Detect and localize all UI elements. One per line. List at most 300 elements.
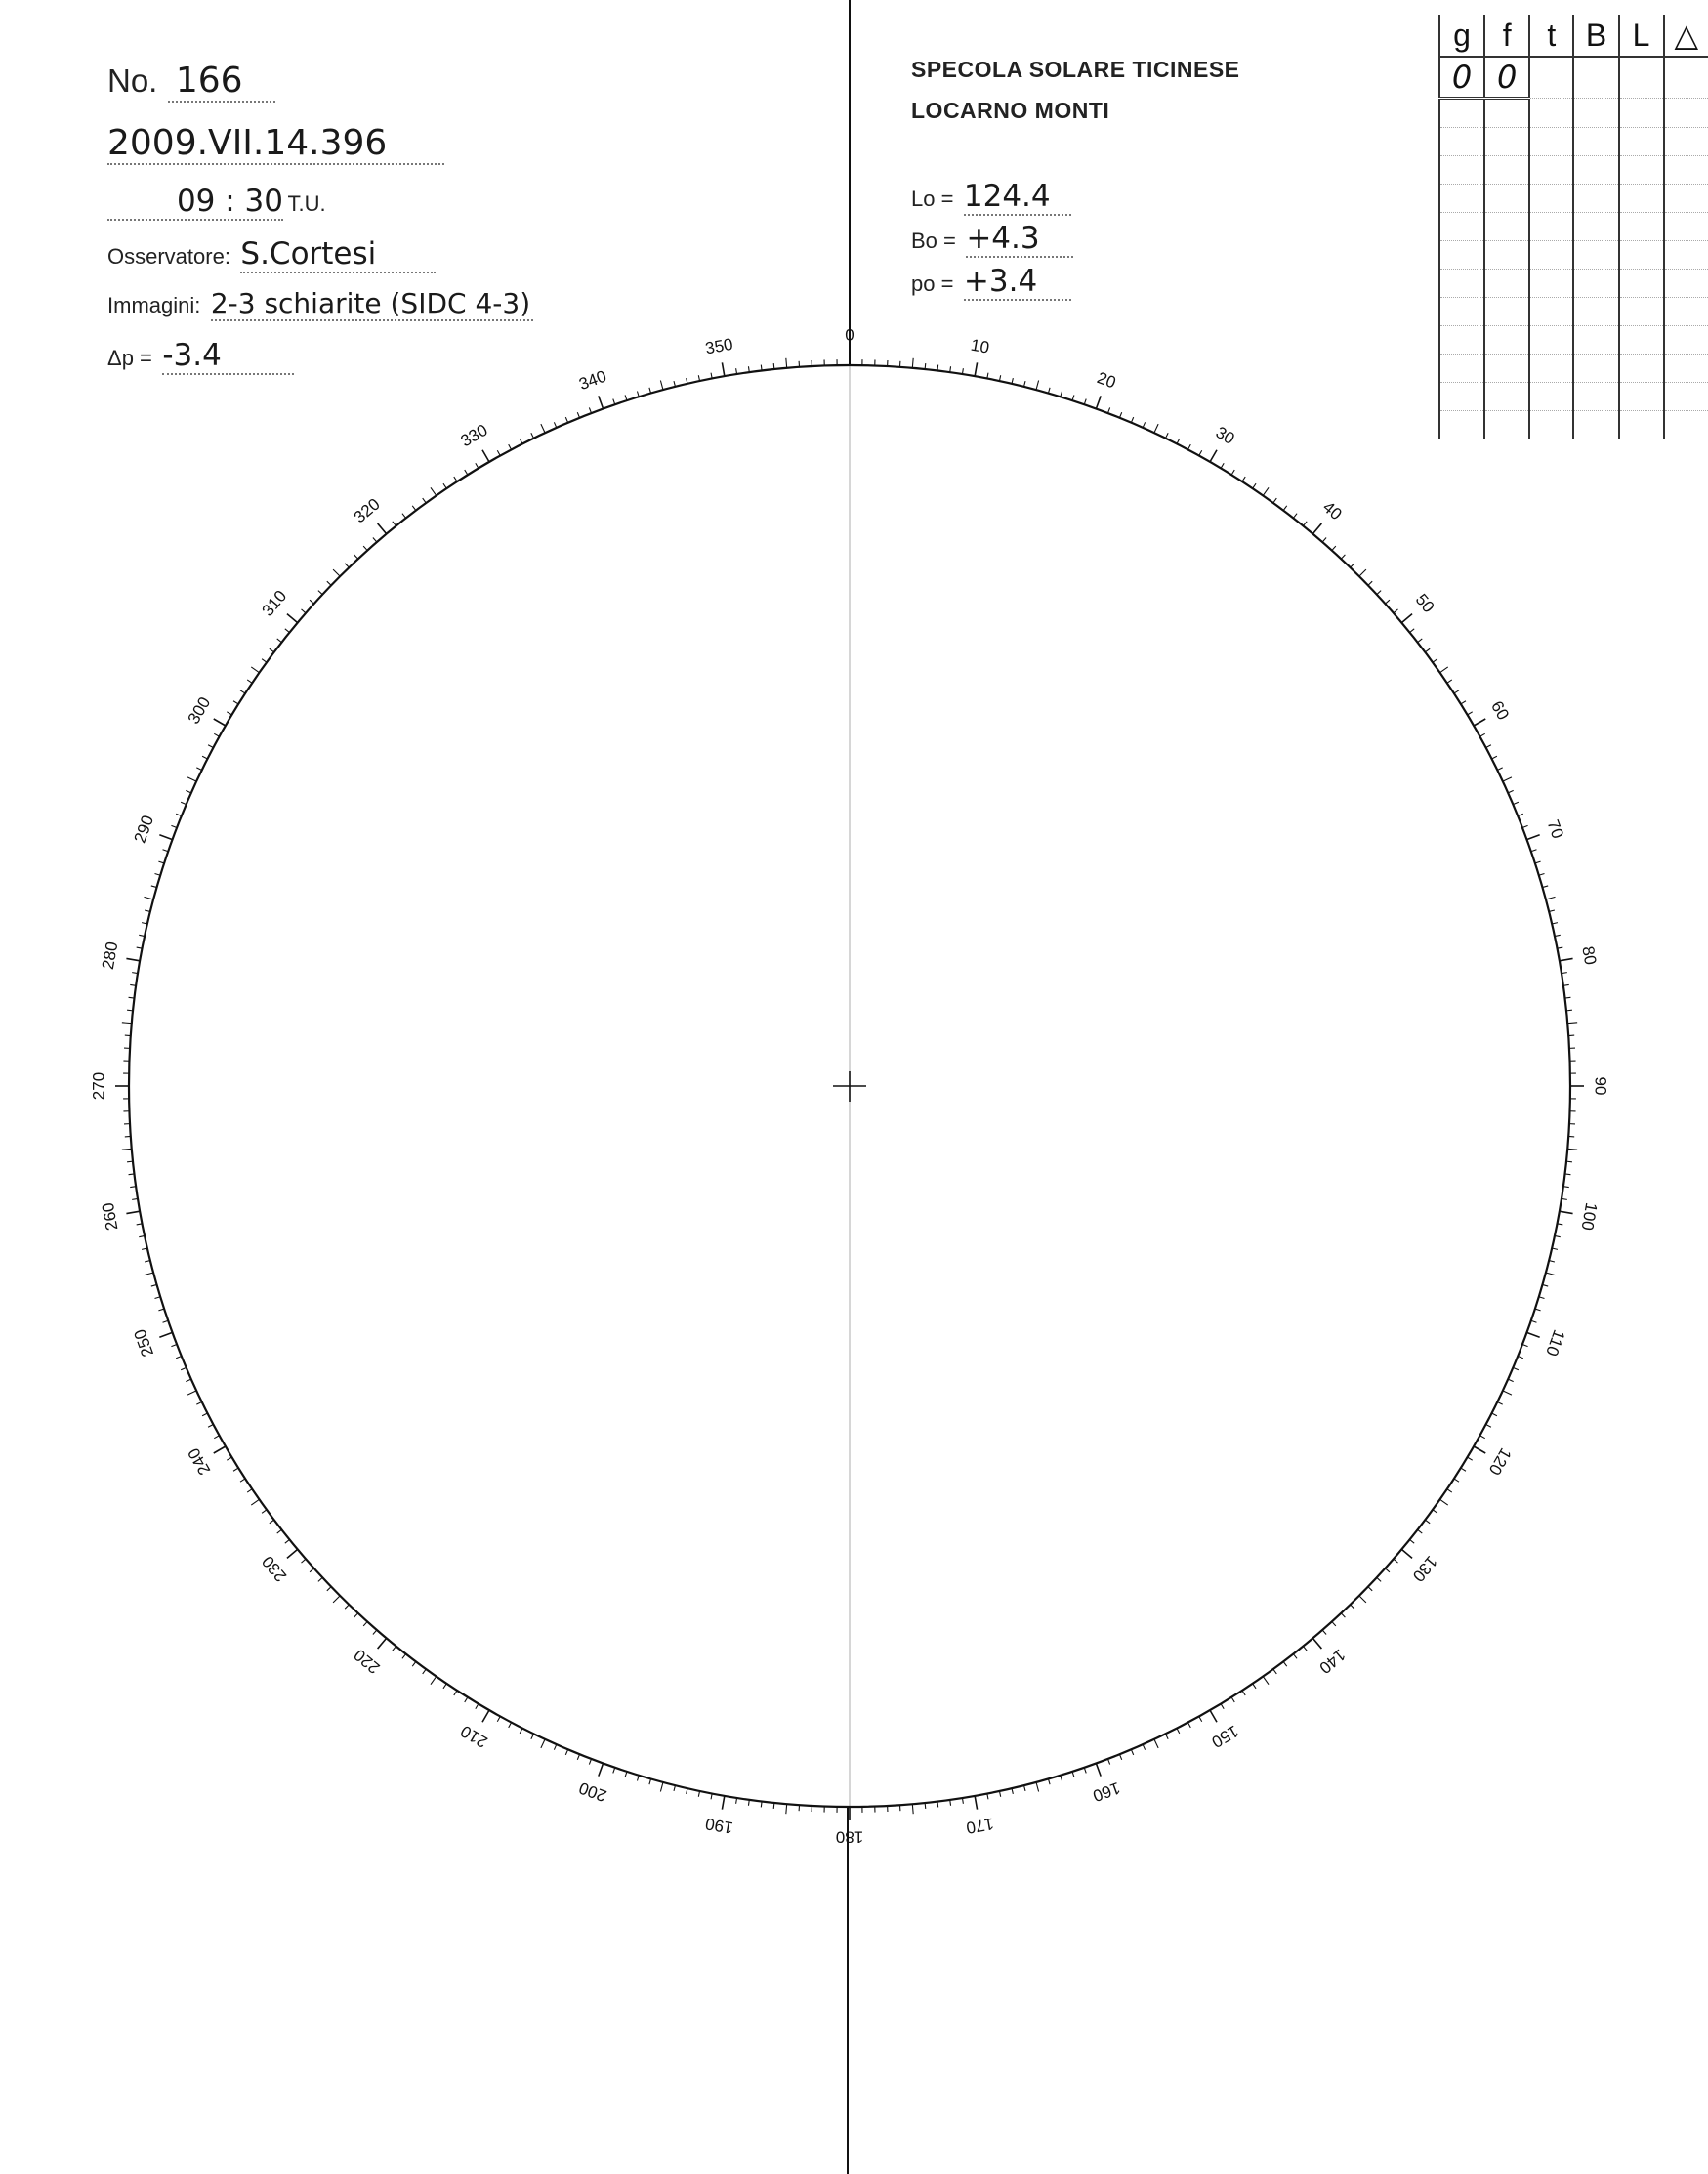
scale-tick [196,768,201,771]
scale-tick [1131,1749,1133,1755]
scale-label: 320 [350,494,384,527]
table-cell [1573,270,1618,298]
table-cell [1439,298,1484,326]
scale-tick [1474,719,1485,726]
form-delta-p [107,338,294,375]
table-row [1439,185,1708,213]
delta-p-label: Δp = [107,346,152,370]
form-images [107,287,533,321]
scale-tick [1166,1734,1169,1738]
table-cell [1619,99,1664,128]
scale-label: 260 [98,1200,122,1233]
scale-tick [393,522,396,526]
scale-tick [497,1716,500,1721]
table-cell [1529,128,1573,156]
scale-tick [251,1499,259,1505]
table-cell [1664,99,1708,128]
scale-tick [509,444,512,449]
scale-tick [233,1468,238,1471]
scale-tick [402,1654,406,1659]
institution-location: LOCARNO MONTI [911,98,1110,123]
scale-tick [412,1661,416,1666]
scale-tick [937,1802,938,1808]
table-cell [1484,241,1529,270]
scale-label: 280 [98,940,122,972]
table-cell [1484,383,1529,411]
scale-tick [1394,1559,1398,1563]
scale-tick [1461,701,1466,704]
table-cell [1573,355,1618,383]
scale-label: 250 [130,1326,158,1359]
scale-tick [1385,600,1389,604]
scale-tick [554,1744,556,1749]
scale-tick [589,407,591,413]
table-cell [1484,326,1529,355]
scale-tick [1293,514,1297,519]
scale-tick [1447,1489,1452,1492]
table-cell [1529,213,1573,241]
table-cell [1573,185,1618,213]
table-cell [1664,241,1708,270]
scale-label: 140 [1315,1645,1350,1678]
scale-label: 160 [1090,1777,1123,1806]
scale-tick [1293,1654,1297,1659]
scale-tick [1273,498,1277,503]
scale-tick [1096,396,1101,408]
scale-tick [1492,1413,1497,1416]
scale-tick [1454,690,1459,693]
scale-label: 30 [1212,423,1238,448]
scale-tick [373,1630,377,1635]
scale-tick [144,897,153,899]
table-cell-g: 0 [1439,57,1484,99]
table-cell [1573,213,1618,241]
scale-tick [208,1424,213,1427]
scale-tick [127,1010,133,1011]
scale-label: 230 [258,1552,291,1586]
scale-tick [1036,1782,1039,1792]
scale-tick [1303,522,1307,526]
table-cell [1529,185,1573,213]
scale-tick [1154,1739,1158,1748]
scale-tick [287,614,298,623]
scale-tick [541,424,545,433]
scale-tick [1359,569,1366,576]
scale-tick [1566,1010,1572,1011]
scale-tick [214,1436,219,1439]
scale-tick [454,477,457,481]
scale-tick [277,639,282,643]
scale-tick [1084,399,1086,405]
table-cell [1664,383,1708,411]
table-cell [1573,326,1618,355]
scale-tick [412,506,416,511]
scale-tick [1143,1744,1145,1749]
scale-tick [1468,712,1473,715]
scale-tick [1522,825,1528,827]
scale-tick [333,569,340,576]
scale-tick [285,1539,290,1543]
scale-tick [577,1754,579,1760]
scale-tick [214,1446,226,1453]
scale-tick [345,564,349,567]
delta-p-value: -3.4 [162,338,222,373]
scale-tick [1440,1499,1448,1505]
scale-tick [975,1796,977,1810]
scale-tick [937,365,938,371]
scale-tick [476,1704,479,1709]
scale-tick [354,555,358,559]
ephemeris-p0-label: po = [911,272,954,296]
scale-tick [1332,546,1336,550]
form-date [107,123,444,165]
scale-tick [1503,777,1512,781]
scale-tick [786,358,787,368]
scale-label: 300 [184,693,215,728]
table-cell [1484,156,1529,185]
scale-tick [565,417,567,423]
scale-tick [1486,745,1491,748]
table-cell [1664,156,1708,185]
scale-tick [1107,407,1109,413]
scale-tick [482,1710,489,1722]
scale-tick [1024,381,1025,387]
scale-label: 40 [1318,497,1346,524]
scale-tick [1567,1149,1577,1150]
table-cell [1619,355,1664,383]
scale-tick [187,777,196,781]
table-header-row [1439,15,1708,57]
scale-tick [786,1804,787,1814]
scale-label: 310 [258,586,291,620]
scale-tick [912,358,913,368]
table-cell [1529,355,1573,383]
table-cell [1619,241,1664,270]
scale-tick [270,648,274,652]
scale-tick [1418,1529,1423,1533]
scale-tick [1359,1596,1366,1603]
table-cell [1529,326,1573,355]
scale-tick [975,362,977,376]
table-row [1439,57,1708,99]
scale-tick [327,1587,331,1591]
table-cell [1664,128,1708,156]
scale-tick [227,712,231,715]
ephemeris-l0-label: Lo = [911,187,954,211]
scale-tick [1546,1273,1556,1275]
scale-tick [1221,463,1224,468]
scale-tick [1565,997,1571,998]
table-row [1439,383,1708,411]
scale-tick [1394,609,1398,613]
scale-tick [1253,483,1256,488]
scale-label: 330 [457,420,491,451]
scale-tick [277,1529,282,1533]
table-cell [1439,213,1484,241]
scale-tick [443,1684,446,1689]
images-dotted-line [211,287,533,321]
scale-tick [1012,1788,1013,1794]
delta-p-dotted-line [162,338,294,375]
table-cell [1439,128,1484,156]
table-row [1439,99,1708,128]
scale-tick [171,825,177,827]
scale-tick [240,690,245,693]
scale-tick [327,581,331,585]
table-cell [1439,156,1484,185]
scale-tick [509,1723,512,1728]
scale-tick [1401,614,1412,623]
scale-tick [1410,1539,1415,1543]
table-cell [1664,411,1708,439]
scale-tick [187,1391,196,1395]
ephemeris-l0-value: 124.4 [963,179,1051,214]
scale-tick [402,514,406,519]
scale-tick [1084,1768,1086,1774]
scale-label: 220 [350,1645,384,1678]
table-cell [1439,185,1484,213]
table-cell [1484,298,1529,326]
observer-dotted-line [240,236,436,273]
scale-tick [423,498,427,503]
scale-tick [1166,433,1169,438]
scale-tick [1273,1669,1277,1674]
scale-tick [625,395,627,400]
scale-tick [214,733,219,736]
table-cell [1529,241,1573,270]
scale-label: 0 [845,325,854,345]
scale-tick [363,1621,367,1625]
scale-tick [554,422,556,427]
scale-tick [345,1605,349,1609]
scale-tick [127,1161,133,1162]
scale-tick [1341,555,1345,559]
table-cell [1664,185,1708,213]
scale-tick [333,1596,340,1603]
scale-tick [1560,1211,1573,1213]
scale-tick [1072,1772,1074,1777]
scale-tick [142,923,147,924]
scale-tick [1253,1684,1256,1689]
table-header-l: L [1619,15,1664,57]
scale-tick [925,363,926,369]
scale-tick [1522,1344,1528,1346]
scale-tick [310,1568,313,1572]
form-number [107,61,275,103]
scale-tick [126,958,140,960]
scale-tick [163,850,169,852]
scale-tick [1410,629,1415,633]
scale-tick [1024,1785,1025,1791]
scale-tick [431,1677,437,1685]
scale-tick [251,667,259,673]
scale-tick [599,1763,604,1776]
table-header-triangle: △ [1664,15,1708,57]
scale-tick [158,1309,164,1311]
scale-tick [1036,380,1039,390]
table-cell [1529,411,1573,439]
observer-value: S.Cortesi [240,236,377,272]
scale-tick [227,1457,231,1460]
table-cell-b [1573,57,1618,99]
scale-label: 130 [1408,1552,1441,1586]
table-cell [1573,128,1618,156]
scale-tick [1242,477,1245,481]
ephemeris-b0-value: +4.3 [966,221,1040,256]
scale-tick [262,1510,267,1514]
scale-tick [1567,1023,1577,1024]
scale-tick [761,1802,762,1808]
table-cell [1664,213,1708,241]
scale-tick [318,1577,322,1581]
scale-tick [722,1796,724,1810]
ephemeris-b0-label: Bo = [911,229,956,253]
ephemeris-p0 [911,264,1071,301]
scale-tick [454,1691,457,1695]
scale-tick [1418,639,1423,643]
table-cell [1573,411,1618,439]
table-header-b: B [1573,15,1618,57]
scale-tick [270,1520,274,1524]
scale-tick [1552,1248,1558,1249]
table-cell [1484,185,1529,213]
scale-tick [1535,861,1541,863]
table-row [1439,326,1708,355]
scale-tick [925,1803,926,1809]
table-cell-triangle [1664,57,1708,99]
table-row [1439,156,1708,185]
scale-tick [122,1149,132,1150]
scale-label: 290 [130,813,158,846]
scale-tick [1131,417,1133,423]
table-cell [1619,383,1664,411]
scale-tick [144,1273,153,1275]
scale-tick [1549,1261,1555,1262]
scale-tick [1433,1510,1437,1514]
scale-tick [208,745,213,748]
scale-tick [233,701,238,704]
table-cell [1619,298,1664,326]
scale-tick [302,609,307,613]
scale-tick [577,412,579,418]
table-cell [1529,383,1573,411]
scale-tick [1531,1320,1537,1322]
table-cell [1439,411,1484,439]
scale-tick [1526,835,1539,840]
scale-tick [302,1559,307,1563]
ephemeris-b0-dotted-line [966,221,1073,258]
table-row [1439,270,1708,298]
scale-tick [1231,470,1234,475]
table-header-t: t [1529,15,1573,57]
ephemeris-l0-dotted-line [964,179,1071,216]
scale-tick [674,381,675,387]
scale-label: 20 [1094,368,1119,393]
images-label: Immagini: [107,293,201,317]
scale-tick [1546,897,1556,899]
scale-tick [129,1174,135,1175]
scale-tick [1513,1367,1519,1369]
number-label: No. [107,63,158,99]
table-cell [1664,326,1708,355]
table-cell-l [1619,57,1664,99]
scale-tick [363,546,367,550]
number-value: 166 [175,61,243,101]
scale-label: 80 [1578,944,1601,967]
scale-label: 50 [1411,590,1438,617]
scale-tick [589,1759,591,1765]
scale-tick [1560,958,1573,960]
scale-tick [773,1803,774,1809]
scale-tick [1552,923,1558,924]
scale-tick [159,835,172,840]
scale-tick [443,483,446,488]
time-value: 09 : 30 [176,184,283,219]
scale-tick [1199,450,1202,455]
scale-tick [1377,591,1381,595]
table-header-g: g [1439,15,1484,57]
scale-tick [163,1320,169,1322]
date-dotted-line [107,123,444,165]
scale-tick [1263,1677,1269,1685]
scale-label: 110 [1542,1327,1569,1359]
scale-tick [625,1772,627,1777]
scale-tick [202,756,207,759]
table-cell [1439,270,1484,298]
scale-tick [1283,1661,1287,1666]
table-cell [1573,298,1618,326]
scale-tick [1468,1457,1473,1460]
scale-tick [1526,1332,1539,1337]
table-row [1439,298,1708,326]
table-cell [1484,213,1529,241]
form-time [107,184,326,221]
scale-tick [722,362,724,376]
scale-tick [1107,1759,1109,1765]
scale-tick [476,463,479,468]
scale-tick [1440,667,1448,673]
scale-tick [1322,538,1326,543]
scale-tick [1565,1174,1571,1175]
scale-tick [1177,1729,1180,1734]
scale-tick [613,399,615,405]
table-cell [1573,156,1618,185]
scale-tick [599,396,604,408]
scale-tick [1518,814,1523,815]
scale-tick [565,1749,567,1755]
scale-tick [171,1344,177,1346]
scale-tick [186,1379,190,1381]
scale-tick [145,910,150,911]
scale-label: 210 [457,1721,491,1752]
scale-label: 60 [1487,697,1513,724]
scale-tick [431,487,437,495]
scale-tick [1072,395,1074,400]
table-cell [1484,411,1529,439]
table-cell [1664,270,1708,298]
scale-label: 350 [703,334,735,358]
scale-tick [1535,1309,1541,1311]
scale-tick [1177,439,1180,443]
table-cell [1439,241,1484,270]
scale-tick [1566,1161,1572,1162]
scale-tick [142,1248,147,1249]
scale-tick [122,1023,132,1024]
table-cell [1619,156,1664,185]
scale-tick [1461,1468,1466,1471]
number-dotted-line [168,61,275,103]
form-observer [107,236,436,273]
